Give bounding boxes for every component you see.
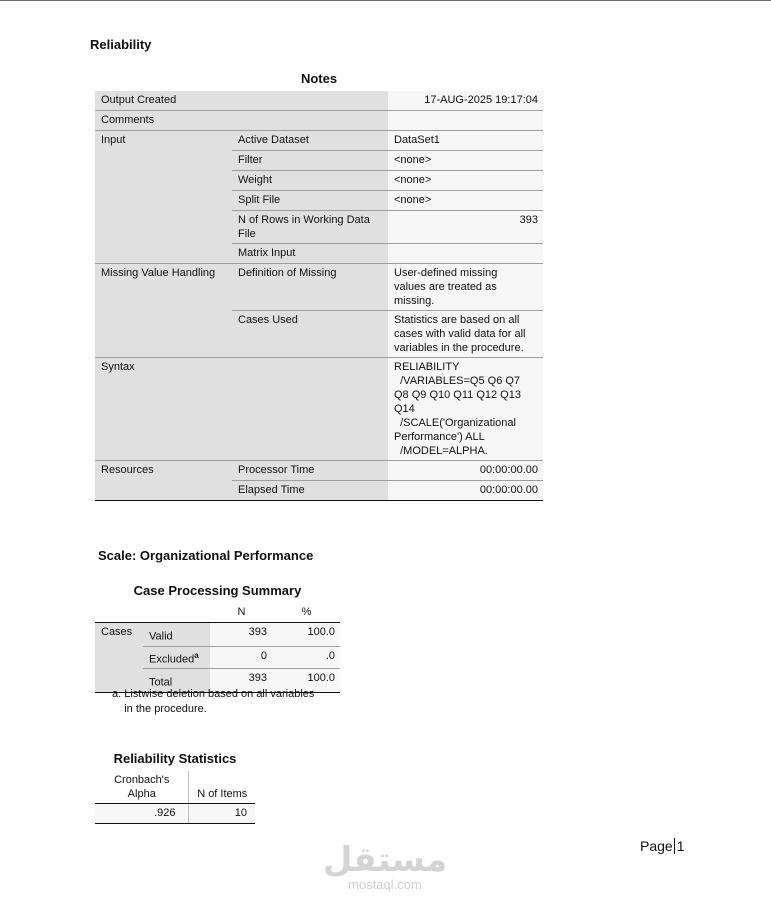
notes-sublabel: Definition of Missing <box>232 264 388 311</box>
notes-sublabel: Matrix Input <box>232 244 388 264</box>
case-summary-title: Case Processing Summary <box>133 583 302 598</box>
notes-sublabel: Processor Time <box>232 461 388 481</box>
case-summary-row-label: Valid <box>143 623 210 647</box>
notes-label-syntax: Syntax <box>95 358 388 461</box>
notes-value-output-created: 17-AUG-2025 19:17:04 <box>388 91 543 111</box>
case-summary-row-label: Excluded$^a$ <box>143 646 210 669</box>
section-heading-reliability: Reliability <box>90 37 152 52</box>
case-summary-pct: 100.0 <box>272 669 340 693</box>
notes-value-syntax: RELIABILITY /VARIABLES=Q5 Q6 Q7 Q8 Q9 Q10 Q11 Q12 Q13 Q14 /SCALE('Organizational Performance') ALL /MODEL=ALPHA. <box>388 358 543 461</box>
watermark-arabic: مستقل <box>322 841 448 879</box>
reliability-table <box>95 771 255 824</box>
case-summary-col-pct: % <box>272 603 340 623</box>
notes-value: DataSet1 <box>388 131 543 151</box>
case-summary-row-valid <box>95 623 340 647</box>
notes-label-missing: Missing Value Handling <box>95 264 232 358</box>
notes-sublabel: Filter <box>232 151 388 171</box>
notes-value: <none> <box>388 151 543 171</box>
notes-value: 00:00:00.00 <box>388 481 543 501</box>
text-cursor <box>674 838 675 854</box>
reliability-col-items: N of Items <box>188 771 255 804</box>
notes-row-syntax <box>95 358 543 461</box>
notes-table <box>95 91 543 501</box>
notes-value: User-defined missing values are treated as missing. <box>388 264 543 311</box>
notes-value <box>388 244 543 264</box>
notes-sublabel: Split File <box>232 191 388 211</box>
page-number-value: 1 <box>676 838 685 854</box>
case-summary-n: 0 <box>210 646 272 669</box>
notes-title: Notes <box>300 71 338 86</box>
top-rule <box>0 0 771 1</box>
reliability-value-row <box>95 804 255 824</box>
case-summary-row-label: Total <box>143 669 210 693</box>
reliability-alpha-value: .926 <box>95 804 188 824</box>
notes-value: Statistics are based on all cases with valid data for all variables in the procedure. <box>388 311 543 358</box>
reliability-col-alpha: Cronbach's Alpha <box>95 771 188 804</box>
case-summary-n: 393 <box>210 669 272 693</box>
scale-heading: Scale: Organizational Performance <box>98 548 314 563</box>
notes-row-active-dataset <box>95 131 543 151</box>
page-number <box>640 838 685 854</box>
case-summary-pct: 100.0 <box>272 623 340 647</box>
notes-sublabel: Active Dataset <box>232 131 388 151</box>
notes-sublabel: Weight <box>232 171 388 191</box>
notes-sublabel: N of Rows in Working Data File <box>232 211 388 244</box>
notes-value: 393 <box>388 211 543 244</box>
notes-row-definition-missing <box>95 264 543 311</box>
notes-row-output-created <box>95 91 543 111</box>
watermark-logo <box>320 842 450 892</box>
notes-label-output-created: Output Created <box>95 91 388 111</box>
case-summary-col-n: N <box>210 603 272 623</box>
notes-value-comments <box>388 111 543 131</box>
notes-value: <none> <box>388 171 543 191</box>
notes-value: <none> <box>388 191 543 211</box>
case-summary-table <box>95 603 340 693</box>
reliability-header-row <box>95 771 255 804</box>
reliability-items-value: 10 <box>188 804 255 824</box>
case-summary-footnote: a. Listwise deletion based on all variables in the procedure. <box>112 688 315 715</box>
watermark-latin: mostaql.com <box>348 877 422 892</box>
notes-sublabel: Elapsed Time <box>232 481 388 501</box>
notes-label-comments: Comments <box>95 111 388 131</box>
notes-row-processor-time <box>95 461 543 481</box>
case-summary-pct: .0 <box>272 646 340 669</box>
notes-sublabel: Cases Used <box>232 311 388 358</box>
case-summary-group-label: Cases <box>95 623 143 693</box>
case-summary-n: 393 <box>210 623 272 647</box>
page-label: Page <box>640 838 673 854</box>
notes-label-input: Input <box>95 131 232 264</box>
case-summary-header-row <box>95 603 340 623</box>
notes-row-comments <box>95 111 543 131</box>
notes-label-resources: Resources <box>95 461 232 501</box>
reliability-title: Reliability Statistics <box>113 751 237 766</box>
notes-value: 00:00:00.00 <box>388 461 543 481</box>
